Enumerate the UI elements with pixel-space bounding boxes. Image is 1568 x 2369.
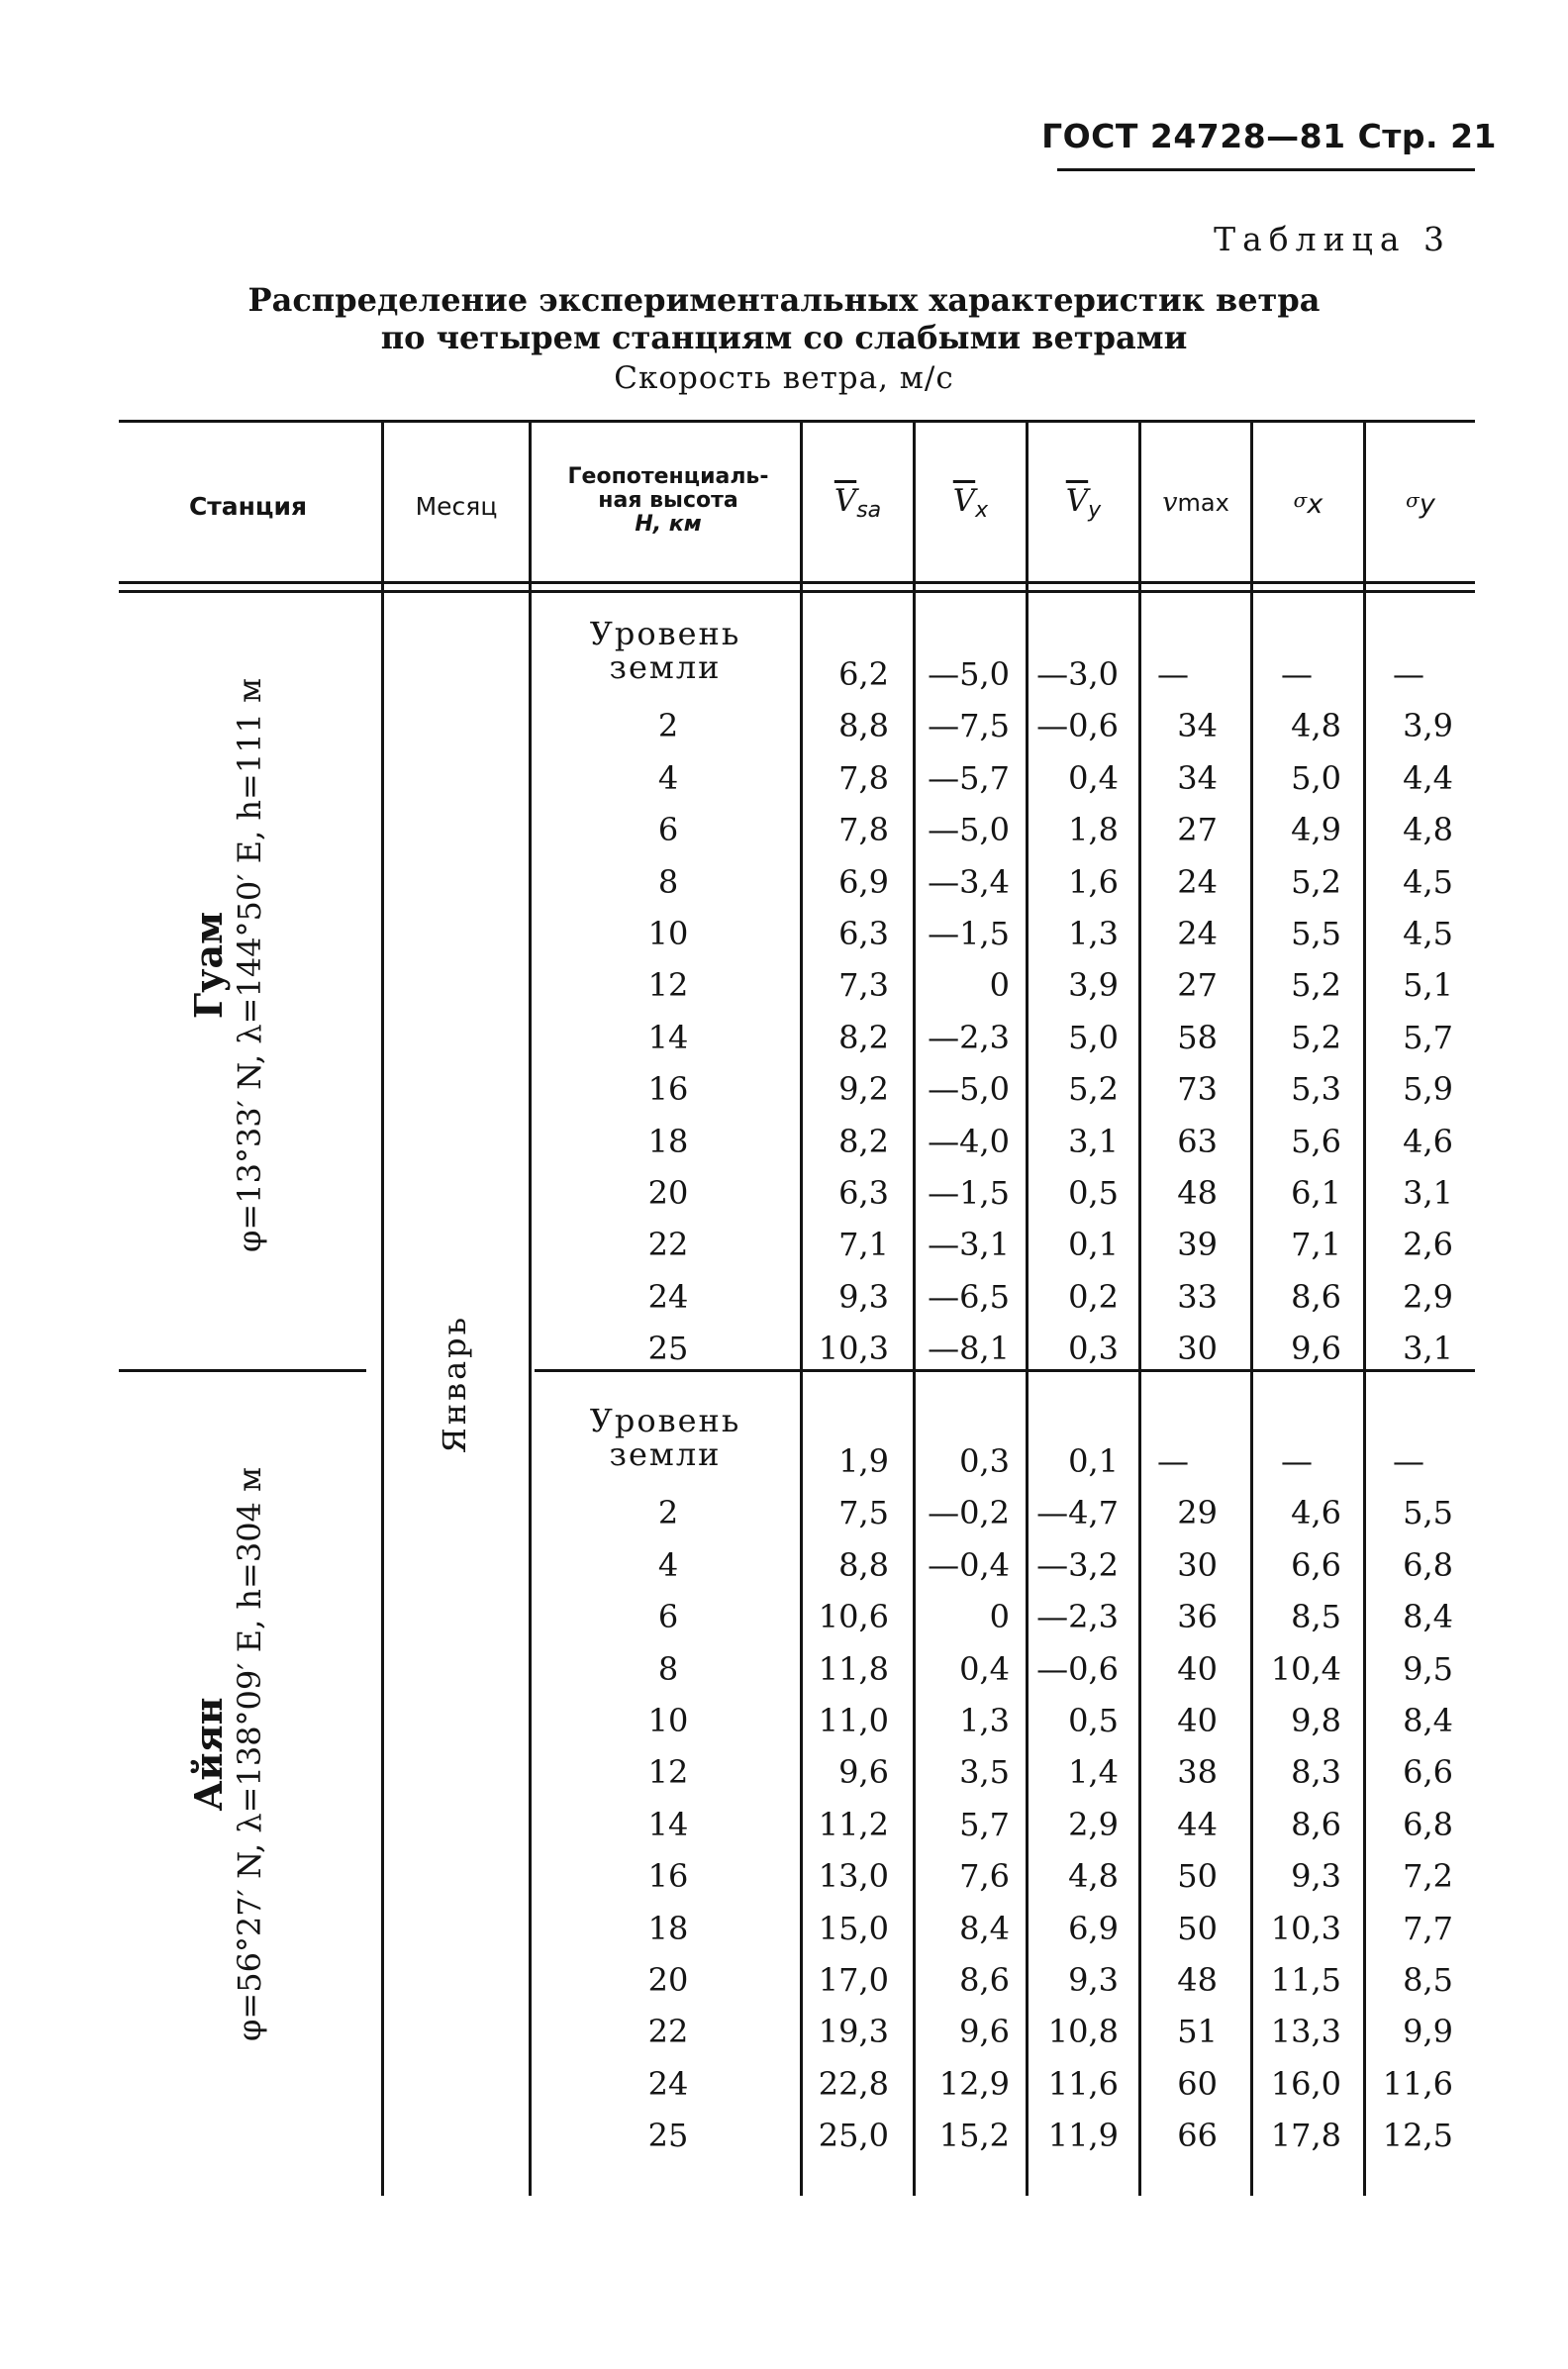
cell-vy: —3,0 xyxy=(1036,655,1119,693)
cell-sx: 8,6 xyxy=(1291,1277,1341,1316)
cell-height: 2 xyxy=(657,707,679,745)
header-bottom-rule-2 xyxy=(119,590,1475,593)
header-sigma-y xyxy=(1366,489,1475,520)
cell-height: 20 xyxy=(647,1174,689,1212)
cell-vy: 1,6 xyxy=(1068,862,1119,901)
cell-vy: 11,9 xyxy=(1047,2117,1119,2155)
cell-sy: 4,5 xyxy=(1403,862,1453,901)
cell-height: 12 xyxy=(647,1753,689,1792)
header-v-x-subscript: x xyxy=(975,498,989,523)
cell-sx: — xyxy=(1281,1442,1313,1480)
cell-vx: 7,6 xyxy=(959,1857,1010,1896)
cell-vmax: 63 xyxy=(1177,1122,1218,1160)
cell-vmax: 50 xyxy=(1177,1857,1218,1896)
cell-vx: —0,2 xyxy=(928,1494,1010,1532)
cell-vmax: 29 xyxy=(1177,1494,1218,1532)
table-subtitle: Скорость ветра, м/с xyxy=(614,360,954,396)
header-v-x-symbol: $\overline{V}$ xyxy=(952,483,976,519)
cell-sy: 2,6 xyxy=(1403,1226,1453,1264)
cell-vy: 1,4 xyxy=(1068,1753,1119,1792)
cell-vy: 0,3 xyxy=(1068,1330,1119,1368)
cell-vsa: 9,6 xyxy=(838,1753,889,1792)
cell-vsa: 10,3 xyxy=(818,1330,889,1368)
cell-vsa: 6,9 xyxy=(838,862,889,901)
cell-sy: 4,6 xyxy=(1403,1122,1453,1160)
cell-sy: 5,7 xyxy=(1403,1018,1453,1056)
header-v-sa xyxy=(803,483,913,523)
cell-vsa: 8,2 xyxy=(838,1018,889,1056)
cell-vy: 3,9 xyxy=(1068,966,1119,1005)
cell-sy: — xyxy=(1393,1442,1424,1480)
cell-vsa: 17,0 xyxy=(818,1961,889,1999)
cell-sy: 9,9 xyxy=(1403,2013,1453,2051)
table-number: Таблица 3 xyxy=(1214,220,1451,258)
cell-height: 14 xyxy=(647,1805,689,1843)
cell-height: 22 xyxy=(647,1226,689,1264)
cell-vy: 0,5 xyxy=(1068,1174,1119,1212)
cell-height: Уровень земли xyxy=(589,615,741,686)
header-sigma-x xyxy=(1253,489,1363,520)
cell-vy: 0,2 xyxy=(1068,1277,1119,1316)
cell-sy: 5,1 xyxy=(1403,966,1453,1005)
cell-vsa: 6,2 xyxy=(838,655,889,693)
header-sigma-x-symbol: σ xyxy=(1293,488,1308,512)
cell-sx: 5,2 xyxy=(1291,1018,1341,1056)
cell-vy: 0,1 xyxy=(1068,1442,1119,1480)
cell-vsa: 22,8 xyxy=(818,2064,889,2103)
cell-vsa: 10,6 xyxy=(818,1598,889,1636)
cell-vx: —5,0 xyxy=(928,655,1010,693)
cell-sx: 5,6 xyxy=(1291,1122,1341,1160)
cell-height: Уровень земли xyxy=(589,1402,741,1473)
cell-height: 24 xyxy=(647,2064,689,2103)
cell-vx: —1,5 xyxy=(928,1174,1010,1212)
cell-height: 25 xyxy=(647,2117,689,2155)
cell-vx: —7,5 xyxy=(928,707,1010,745)
cell-vsa: 1,9 xyxy=(838,1442,889,1480)
col-divider xyxy=(381,590,384,2196)
cell-vy: 11,6 xyxy=(1047,2064,1119,2103)
cell-height: 8 xyxy=(657,862,679,901)
table-title-line-2: по четырем станциям со слабыми ветрами xyxy=(380,319,1188,356)
cell-vx: —3,1 xyxy=(928,1226,1010,1264)
cell-sx: 5,5 xyxy=(1291,915,1341,952)
cell-height: 16 xyxy=(647,1070,689,1109)
cell-vsa: 7,8 xyxy=(838,811,889,849)
cell-vsa: 7,5 xyxy=(838,1494,889,1532)
cell-vy: 0,1 xyxy=(1068,1226,1119,1264)
cell-sy: 7,7 xyxy=(1403,1909,1453,1947)
station-separator xyxy=(535,1369,1475,1372)
cell-height: 18 xyxy=(647,1122,689,1160)
cell-vmax: 50 xyxy=(1177,1909,1218,1947)
cell-vx: 0,4 xyxy=(959,1649,1010,1688)
cell-vmax: — xyxy=(1157,1442,1189,1480)
cell-vx: —6,5 xyxy=(928,1277,1010,1316)
header-v-y xyxy=(1029,483,1138,523)
cell-vx: 9,6 xyxy=(959,2013,1010,2051)
cell-vmax: 66 xyxy=(1177,2117,1218,2155)
cell-sx: 10,4 xyxy=(1270,1649,1341,1688)
header-height-line-1: Геопотенциаль- xyxy=(567,464,769,489)
cell-vx: 0,3 xyxy=(959,1442,1010,1480)
cell-vsa: 11,0 xyxy=(818,1702,889,1739)
cell-vmax: 39 xyxy=(1177,1226,1218,1264)
cell-vy: —0,6 xyxy=(1036,1649,1119,1688)
station-separator xyxy=(119,1369,366,1372)
cell-vy: 1,3 xyxy=(1068,915,1119,952)
cell-vmax: 48 xyxy=(1177,1961,1218,1999)
cell-sy: — xyxy=(1393,655,1424,693)
cell-vy: 6,9 xyxy=(1068,1909,1119,1947)
header-v-max-symbol: v xyxy=(1162,487,1178,518)
cell-vy: 5,0 xyxy=(1068,1018,1119,1056)
cell-vx: 3,5 xyxy=(959,1753,1010,1792)
cell-vx: —5,7 xyxy=(928,758,1010,797)
cell-vsa: 11,2 xyxy=(818,1805,889,1843)
station-name: Гуам xyxy=(186,911,231,1020)
cell-vsa: 7,1 xyxy=(838,1226,889,1264)
cell-vx: —5,0 xyxy=(928,1070,1010,1109)
cell-vmax: 58 xyxy=(1177,1018,1218,1056)
header-sigma-x-subscript: x xyxy=(1307,489,1323,520)
cell-sy: 3,1 xyxy=(1403,1174,1453,1212)
cell-vmax: 40 xyxy=(1177,1649,1218,1688)
cell-vx: 0 xyxy=(989,1598,1010,1636)
cell-height: 2 xyxy=(657,1494,679,1532)
cell-sy: 11,6 xyxy=(1382,2064,1453,2103)
cell-sy: 3,9 xyxy=(1403,707,1453,745)
cell-vsa: 6,3 xyxy=(838,915,889,952)
cell-sx: 8,5 xyxy=(1291,1598,1341,1636)
cell-vsa: 13,0 xyxy=(818,1857,889,1896)
cell-vsa: 9,3 xyxy=(838,1277,889,1316)
cell-sx: 9,3 xyxy=(1291,1857,1341,1896)
header-v-max xyxy=(1141,487,1250,518)
header-v-sa-symbol: $\overline{V}$ xyxy=(833,483,857,519)
cell-sy: 5,9 xyxy=(1403,1070,1453,1109)
header-height-line-3: H, км xyxy=(635,512,702,537)
cell-sy: 8,4 xyxy=(1403,1598,1453,1636)
cell-vmax: 24 xyxy=(1177,862,1218,901)
cell-vsa: 9,2 xyxy=(838,1070,889,1109)
cell-sx: 5,0 xyxy=(1291,758,1341,797)
cell-vsa: 7,3 xyxy=(838,966,889,1005)
cell-height: 8 xyxy=(657,1649,679,1688)
cell-vmax: — xyxy=(1157,655,1189,693)
cell-height: 4 xyxy=(657,758,679,797)
cell-sx: 4,8 xyxy=(1291,707,1341,745)
cell-sx: — xyxy=(1281,655,1313,693)
cell-sx: 5,2 xyxy=(1291,862,1341,901)
header-bottom-rule-1 xyxy=(119,581,1475,584)
cell-vy: —4,7 xyxy=(1036,1494,1119,1532)
cell-sy: 7,2 xyxy=(1403,1857,1453,1896)
cell-vy: 0,4 xyxy=(1068,758,1119,797)
cell-height: 10 xyxy=(647,1702,689,1739)
cell-height: 4 xyxy=(657,1545,679,1584)
cell-vx: —0,4 xyxy=(928,1545,1010,1584)
cell-sx: 6,1 xyxy=(1291,1174,1341,1212)
cell-sx: 17,8 xyxy=(1270,2117,1341,2155)
table-top-rule xyxy=(119,420,1475,423)
cell-height: 18 xyxy=(647,1909,689,1947)
header-v-y-symbol: $\overline{V}$ xyxy=(1065,483,1089,519)
cell-vy: 9,3 xyxy=(1068,1961,1119,1999)
cell-vy: 1,8 xyxy=(1068,811,1119,849)
cell-vy: 5,2 xyxy=(1068,1070,1119,1109)
cell-height: 14 xyxy=(647,1018,689,1056)
month-label: Январь xyxy=(436,1314,473,1454)
cell-sy: 8,4 xyxy=(1403,1702,1453,1739)
header-v-y-subscript: y xyxy=(1088,498,1102,523)
cell-vx: 8,6 xyxy=(959,1961,1010,1999)
cell-sy: 3,1 xyxy=(1403,1330,1453,1368)
cell-sx: 4,9 xyxy=(1291,811,1341,849)
cell-vy: —3,2 xyxy=(1036,1545,1119,1584)
cell-vy: 3,1 xyxy=(1068,1122,1119,1160)
cell-vx: —8,1 xyxy=(928,1330,1010,1368)
cell-sy: 5,5 xyxy=(1403,1494,1453,1532)
cell-vmax: 48 xyxy=(1177,1174,1218,1212)
cell-sx: 9,6 xyxy=(1291,1330,1341,1368)
cell-vy: —0,6 xyxy=(1036,707,1119,745)
cell-sx: 10,3 xyxy=(1270,1909,1341,1947)
cell-vmax: 27 xyxy=(1177,811,1218,849)
header-v-x xyxy=(916,483,1026,523)
header-sigma-y-subscript: y xyxy=(1419,489,1435,520)
cell-vsa: 11,8 xyxy=(818,1649,889,1688)
cell-vmax: 24 xyxy=(1177,915,1218,952)
cell-sx: 11,5 xyxy=(1270,1961,1341,1999)
table-title-line-1: Распределение экспериментальных характеристик ветра xyxy=(247,281,1321,319)
cell-vmax: 27 xyxy=(1177,966,1218,1005)
header-height xyxy=(535,465,802,537)
cell-vmax: 60 xyxy=(1177,2064,1218,2103)
cell-vmax: 30 xyxy=(1177,1330,1218,1368)
cell-vx: 8,4 xyxy=(959,1909,1010,1947)
station-coordinates: φ=13°33′ N, λ=144°50′ E, h=111 м xyxy=(231,678,268,1252)
cell-height: 22 xyxy=(647,2013,689,2051)
cell-height: 6 xyxy=(657,811,679,849)
cell-vy: 2,9 xyxy=(1068,1805,1119,1843)
cell-sy: 8,5 xyxy=(1403,1961,1453,1999)
cell-sx: 6,6 xyxy=(1291,1545,1341,1584)
cell-height: 10 xyxy=(647,915,689,952)
cell-vx: —3,4 xyxy=(928,862,1010,901)
col-divider xyxy=(529,590,532,2196)
cell-sy: 6,8 xyxy=(1403,1805,1453,1843)
cell-sy: 6,8 xyxy=(1403,1545,1453,1584)
cell-vx: —4,0 xyxy=(928,1122,1010,1160)
cell-sy: 4,4 xyxy=(1403,758,1453,797)
cell-height: 20 xyxy=(647,1961,689,1999)
cell-vx: —2,3 xyxy=(928,1018,1010,1056)
cell-vsa: 8,8 xyxy=(838,1545,889,1584)
cell-vx: 0 xyxy=(989,966,1010,1005)
station-coordinates: φ=56°27′ N, λ=138°09′ E, h=304 м xyxy=(231,1467,268,2041)
cell-vmax: 44 xyxy=(1177,1805,1218,1843)
header-height-line-2: ная высота xyxy=(598,488,738,513)
cell-vx: 1,3 xyxy=(959,1702,1010,1739)
cell-vx: 15,2 xyxy=(938,2117,1010,2155)
cell-vmax: 38 xyxy=(1177,1753,1218,1792)
header-month: Месяц xyxy=(415,492,498,521)
cell-vsa: 25,0 xyxy=(818,2117,889,2155)
cell-vmax: 36 xyxy=(1177,1598,1218,1636)
cell-vsa: 15,0 xyxy=(818,1909,889,1947)
cell-sx: 9,8 xyxy=(1291,1702,1341,1739)
cell-vmax: 51 xyxy=(1177,2013,1218,2051)
cell-vmax: 33 xyxy=(1177,1277,1218,1316)
cell-sx: 4,6 xyxy=(1291,1494,1341,1532)
cell-vsa: 8,8 xyxy=(838,707,889,745)
cell-vsa: 19,3 xyxy=(818,2013,889,2051)
cell-vmax: 30 xyxy=(1177,1545,1218,1584)
cell-vmax: 73 xyxy=(1177,1070,1218,1109)
cell-sy: 12,5 xyxy=(1382,2117,1453,2155)
cell-height: 25 xyxy=(647,1330,689,1368)
cell-sy: 4,8 xyxy=(1403,811,1453,849)
cell-vmax: 40 xyxy=(1177,1702,1218,1739)
cell-sy: 4,5 xyxy=(1403,915,1453,952)
cell-sx: 8,6 xyxy=(1291,1805,1341,1843)
cell-vsa: 6,3 xyxy=(838,1174,889,1212)
header-v-max-subscript: max xyxy=(1177,489,1229,517)
header-station: Станция xyxy=(188,492,308,521)
cell-vy: 10,8 xyxy=(1047,2013,1119,2051)
cell-height: 12 xyxy=(647,966,689,1005)
cell-height: 16 xyxy=(647,1857,689,1896)
cell-sx: 13,3 xyxy=(1270,2013,1341,2051)
cell-vy: —2,3 xyxy=(1036,1598,1119,1636)
cell-vx: —1,5 xyxy=(928,915,1010,952)
cell-sx: 8,3 xyxy=(1291,1753,1341,1792)
cell-sy: 9,5 xyxy=(1403,1649,1453,1688)
cell-vsa: 7,8 xyxy=(838,758,889,797)
cell-vx: 5,7 xyxy=(959,1805,1010,1843)
cell-height: 24 xyxy=(647,1277,689,1316)
cell-sx: 5,3 xyxy=(1291,1070,1341,1109)
cell-height: 6 xyxy=(657,1598,679,1636)
cell-sx: 5,2 xyxy=(1291,966,1341,1005)
header-sigma-y-symbol: σ xyxy=(1406,488,1420,512)
cell-vsa: 8,2 xyxy=(838,1122,889,1160)
cell-sx: 7,1 xyxy=(1291,1226,1341,1264)
cell-vx: 12,9 xyxy=(938,2064,1010,2103)
station-label-guam xyxy=(186,619,285,1312)
document-reference: ГОСТ 24728—81 Стр. 21 xyxy=(1041,117,1497,155)
header-rule xyxy=(1057,168,1475,171)
cell-vmax: 34 xyxy=(1177,707,1218,745)
cell-vy: 0,5 xyxy=(1068,1702,1119,1739)
cell-sy: 6,6 xyxy=(1403,1753,1453,1792)
cell-sx: 16,0 xyxy=(1270,2064,1341,2103)
cell-vy: 4,8 xyxy=(1068,1857,1119,1896)
header-v-sa-subscript: sa xyxy=(856,498,882,523)
cell-vx: —5,0 xyxy=(928,811,1010,849)
station-label-ayan xyxy=(186,1408,285,2101)
station-name: Айян xyxy=(186,1697,231,1812)
cell-vmax: 34 xyxy=(1177,758,1218,797)
cell-sy: 2,9 xyxy=(1403,1277,1453,1316)
